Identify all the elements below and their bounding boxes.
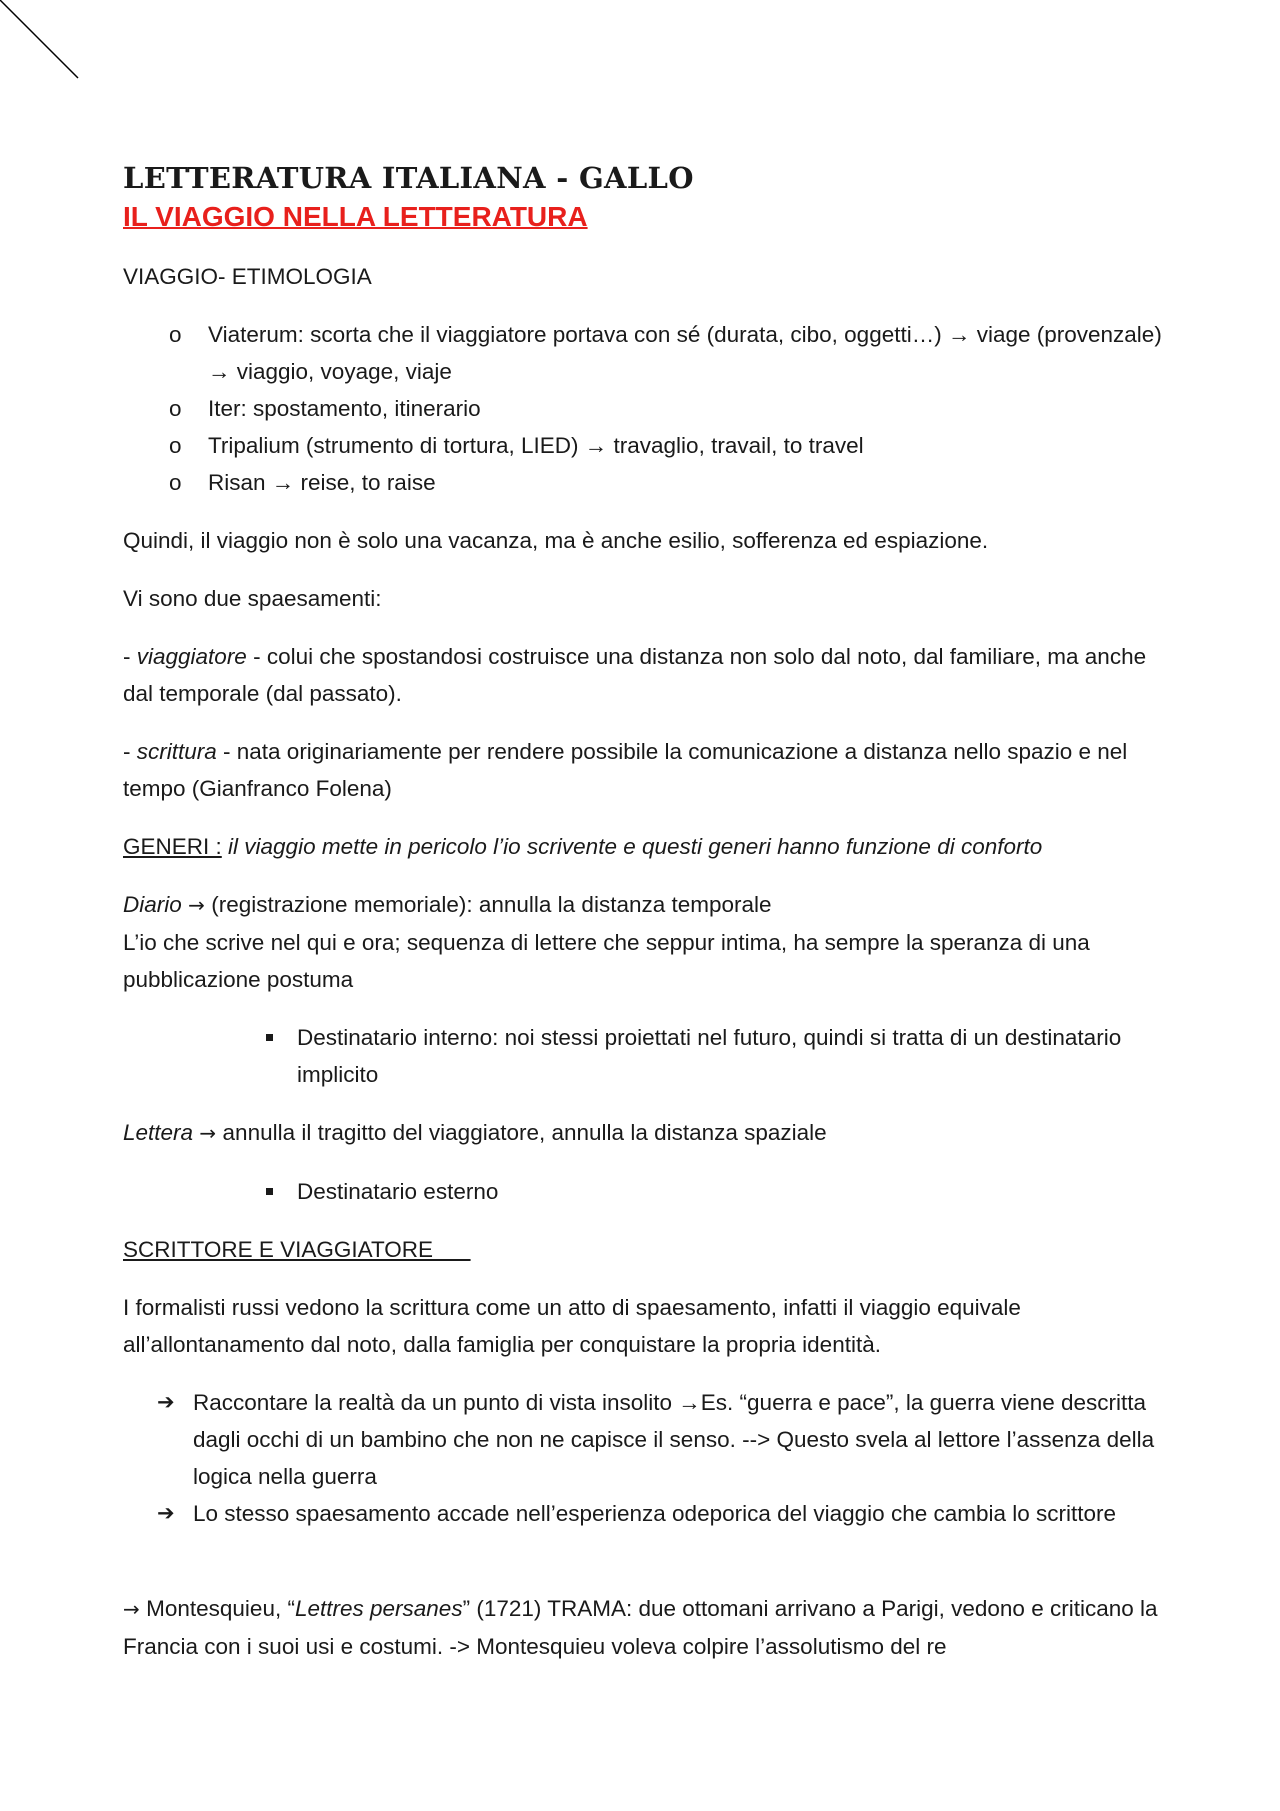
generi-paragraph <box>123 828 1163 865</box>
lettera-list <box>123 1173 1163 1210</box>
work-title: Lettres persanes <box>294 1596 463 1621</box>
list-item: Destinatario interno: noi stessi proiettati nel futuro, quindi si tratta di un destinatario implicito <box>123 1019 1163 1093</box>
diario-description: L’io che scrive nel qui e ora; sequenza di lettere che seppur intima, ha sempre la speranza di una pubblicazione postuma <box>123 930 1090 992</box>
diario-paragraph: Diario → (registrazione memoriale): annulla la distanza temporale L’io che scrive nel qui e ora; sequenza di lettere che seppur intima, ha sempre la speranza di una pubblicazione postuma <box>123 892 1090 992</box>
list-item: ➔ Lo stesso spaesamento accade nell’esperienza odeporica del viaggio che cambia lo scrittore <box>123 1495 1163 1532</box>
diario-term: Diario <box>123 892 182 917</box>
viaggiatore-term: viaggiatore <box>136 644 247 669</box>
corner-fold-line <box>0 0 90 90</box>
etimologia-list <box>123 316 1163 501</box>
list-item: ➔ Raccontare la realtà da un punto di vista insolito →Es. “guerra e pace”, la guerra viene descritta dagli occhi di un bambino che non ne capisce il senso. --> Questo svela al lettore l’assenza della logica nella guerra <box>123 1384 1163 1495</box>
document-page <box>123 158 1163 1686</box>
quindi-paragraph: Quindi, il viaggio non è solo una vacanza, ma è anche esilio, sofferenza ed espiazione. <box>123 528 989 553</box>
document-title: LETTERATURA ITALIANA - GALLO <box>123 161 694 195</box>
document-subtitle: IL VIAGGIO NELLA LETTERATURA <box>123 201 588 232</box>
montesquieu-paragraph: → Montesquieu, “Lettres persanes” (1721) TRAMA: due ottomani arrivano a Parigi, vedono e criticano la Francia con i suoi usi e costumi. -> Montesquieu voleva colpire l’assolutismo del re <box>123 1596 1158 1659</box>
generi-text: il viaggio mette in pericolo l’io scrivente e questi generi hanno funzione di conforto <box>221 834 1043 859</box>
list-item: o Iter: spostamento, itinerario <box>123 390 1163 427</box>
spaesamenti-paragraph: Vi sono due spaesamenti: <box>123 586 382 611</box>
arrow-icon: → <box>193 1121 223 1145</box>
etimologia-heading: VIAGGIO- ETIMOLOGIA <box>123 264 372 289</box>
scrittura-paragraph: - scrittura - nata originariamente per rendere possibile la comunicazione a distanza nello spazio e nel tempo (Gianfranco Folena) <box>123 739 1128 801</box>
scrittore-paragraph: I formalisti russi vedono la scrittura come un atto di spaesamento, infatti il viaggio equivale all’allontanamento dal noto, dalla famiglia per conquistare la propria identità. <box>123 1295 1021 1357</box>
viaggiatore-paragraph: - viaggiatore - colui che spostandosi costruisce una distanza non solo dal noto, dal familiare, ma anche dal temporale (dal passato). <box>123 644 1147 706</box>
arrow-icon: → <box>123 1597 147 1621</box>
list-item: o Tripalium (strumento di tortura, LIED) → travaglio, travail, to travel <box>123 427 1163 464</box>
generi-label: GENERI : <box>123 834 222 859</box>
list-item: Destinatario esterno <box>123 1173 1163 1210</box>
lettera-paragraph: Lettera → annulla il tragitto del viaggiatore, annulla la distanza spaziale <box>123 1120 827 1145</box>
scrittore-heading: SCRITTORE E VIAGGIATORE <box>123 1237 471 1262</box>
list-item: o Viaterum: scorta che il viaggiatore portava con sé (durata, cibo, oggetti…) → viage (provenzale) → viaggio, voyage, viaje <box>123 316 1163 390</box>
list-item: o Risan → reise, to raise <box>123 464 1163 501</box>
arrow-icon: → <box>181 893 212 917</box>
lettera-term: Lettera <box>123 1120 194 1145</box>
diario-list <box>123 1019 1163 1093</box>
scrittura-term: scrittura <box>136 739 217 764</box>
scrittore-list <box>123 1384 1163 1532</box>
